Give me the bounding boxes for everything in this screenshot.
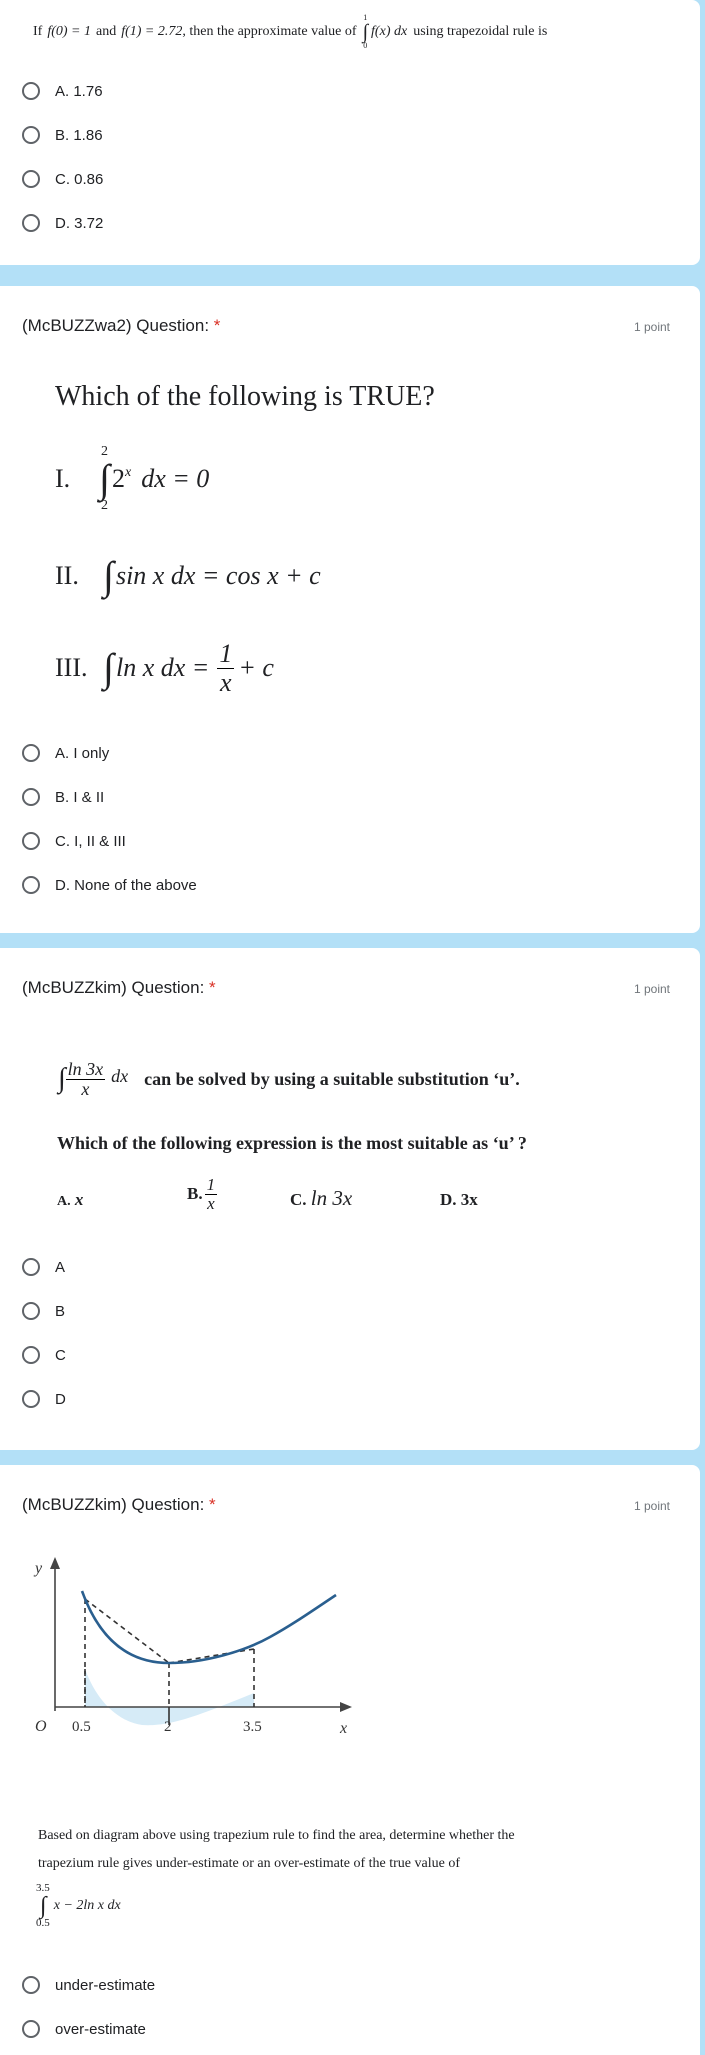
- q2-option-c[interactable]: [22, 827, 126, 855]
- integral-sign-icon: ∫: [40, 1893, 47, 1919]
- x-axis-label: x: [340, 1720, 348, 1737]
- choice-letter: B.: [187, 1184, 203, 1204]
- option-label: C. I, II & III: [55, 832, 126, 850]
- q2-item-1-lower: 2: [100, 498, 108, 513]
- q3-line2: Which of the following expression is the most suitable as ‘u’ ?: [57, 1133, 527, 1153]
- q2-item-2-body: sin x dx = cos x + c: [115, 561, 321, 590]
- option-label: C. 0.86: [55, 170, 104, 188]
- option-label: A. 1.76: [55, 82, 103, 100]
- q4-integrand: x − 2ln x dx: [53, 1898, 121, 1913]
- q3-title-text: (McBUZZkim) Question:: [22, 978, 205, 997]
- q1-f0: f(0) = 1: [47, 24, 91, 39]
- q1-and: and: [96, 24, 117, 39]
- option-label: C: [55, 1346, 66, 1364]
- q2-option-b[interactable]: [22, 783, 104, 811]
- q2-item-3-tail: + c: [238, 653, 274, 682]
- q2-title-text: (McBUZZwa2) Question:: [22, 316, 210, 335]
- choice-fraction: [205, 1176, 218, 1213]
- question-card-1: [0, 0, 700, 265]
- q2-item-1-exp: x: [124, 465, 132, 480]
- radio-button-icon[interactable]: [22, 744, 40, 762]
- required-asterisk: *: [209, 1495, 216, 1514]
- radio-button-icon[interactable]: [22, 214, 40, 232]
- q2-item-3: [55, 628, 274, 708]
- fraction-numerator: ln 3x: [67, 1059, 104, 1079]
- q1-stem-suffix: using trapezoidal rule is: [413, 24, 548, 39]
- integral-sign-icon: ∫: [99, 456, 110, 501]
- q1-integral: [363, 14, 408, 50]
- radio-button-icon[interactable]: [22, 126, 40, 144]
- option-label: A: [55, 1258, 66, 1276]
- fraction-denominator: x: [81, 1078, 90, 1099]
- q4-title: [22, 1495, 216, 1515]
- q1-stem-prefix: If: [33, 24, 43, 39]
- q2-option-a[interactable]: [22, 739, 109, 767]
- q3-choice-d: D. 3x: [440, 1190, 478, 1209]
- q4-int-lower: 0.5: [36, 1917, 50, 1929]
- q2-item-2-roman: II.: [55, 561, 79, 590]
- x-axis-arrow-icon: [340, 1702, 352, 1712]
- q1-int-upper: 1: [363, 13, 368, 22]
- q3-points: 1 point: [633, 982, 670, 996]
- option-label: D: [55, 1390, 66, 1408]
- q2-heading: Which of the following is TRUE?: [55, 381, 435, 412]
- tick-label-0-5: 0.5: [72, 1719, 91, 1735]
- q3-choice-b: [187, 1176, 217, 1213]
- q1-integrand: f(x) dx: [371, 24, 408, 39]
- question-card-2: [0, 286, 700, 933]
- origin-label: O: [35, 1718, 47, 1735]
- required-asterisk: *: [209, 978, 216, 997]
- choice-letter: C.: [290, 1190, 307, 1209]
- choice-value: ln 3x: [310, 1186, 353, 1210]
- q2-item-1-base: 2: [111, 464, 125, 493]
- radio-button-icon[interactable]: [22, 1346, 40, 1364]
- q4-integral: [36, 1883, 121, 1929]
- trapezium-graph: [30, 1551, 360, 1751]
- fraction-numerator: 1: [219, 639, 233, 669]
- right-border-strip: [700, 0, 705, 2055]
- q2-item-1-upper: 2: [100, 444, 108, 459]
- integral-sign-icon: ∫: [58, 1063, 66, 1095]
- option-label: A. I only: [55, 744, 110, 762]
- radio-button-icon[interactable]: [22, 832, 40, 850]
- option-label: over-estimate: [55, 2020, 146, 2038]
- q4-option-over-estimate[interactable]: [22, 2015, 146, 2043]
- q3-integral-fraction: [66, 1060, 106, 1099]
- fraction-denominator: x: [220, 667, 232, 697]
- q2-points: 1 point: [633, 320, 670, 334]
- integral-sign-icon: ∫: [103, 645, 114, 690]
- y-axis-arrow-icon: [50, 1557, 60, 1569]
- q2-option-d[interactable]: [22, 871, 197, 899]
- q1-option-c[interactable]: [22, 165, 103, 193]
- choice-letter: A.: [57, 1194, 71, 1209]
- q3-line1: [58, 1060, 520, 1099]
- q4-option-under-estimate[interactable]: [22, 1971, 155, 1999]
- tick-label-3-5: 3.5: [243, 1719, 262, 1735]
- q1-option-a[interactable]: [22, 77, 103, 105]
- q1-stem-mid: , then the approximate value of: [182, 24, 357, 39]
- q1-stem: [33, 14, 547, 50]
- q2-item-1: [55, 439, 209, 519]
- option-label: B. 1.86: [55, 126, 103, 144]
- q2-item-3-fraction: [217, 640, 234, 696]
- function-curve: [82, 1591, 336, 1663]
- fraction-denominator: x: [207, 1193, 215, 1213]
- q3-choice-a: [57, 1190, 83, 1210]
- q2-item-3-body: ln x dx =: [115, 653, 210, 682]
- y-axis-label: y: [35, 1560, 43, 1577]
- q2-title: [22, 316, 220, 336]
- q3-choice-c: [290, 1186, 352, 1211]
- q4-text-2: trapezium rule gives under-estimate or an over-estimate of the true value of: [38, 1856, 460, 1871]
- q4-title-text: (McBUZZkim) Question:: [22, 1495, 205, 1514]
- radio-button-icon[interactable]: [22, 1390, 40, 1408]
- integral-sign-icon: ∫: [103, 553, 114, 598]
- q3-option-a[interactable]: [22, 1253, 65, 1281]
- q4-points: 1 point: [633, 1499, 670, 1513]
- q1-option-b[interactable]: [22, 121, 103, 149]
- choice-value: x: [74, 1190, 84, 1209]
- radio-button-icon[interactable]: [22, 170, 40, 188]
- radio-button-icon[interactable]: [22, 788, 40, 806]
- option-label: D. None of the above: [55, 876, 197, 894]
- q1-int-lower: 0: [363, 41, 368, 50]
- radio-button-icon[interactable]: [22, 1302, 40, 1320]
- required-asterisk: *: [213, 316, 221, 335]
- integral-sign-icon: ∫: [362, 21, 369, 43]
- q4-text-1: Based on diagram above using trapezium rule to find the area, determine whether the: [38, 1828, 515, 1843]
- radio-button-icon[interactable]: [22, 1258, 40, 1276]
- radio-button-icon[interactable]: [22, 82, 40, 100]
- question-card-3: [0, 948, 700, 1450]
- option-label: under-estimate: [55, 1976, 156, 1994]
- q2-item-1-roman: I.: [55, 464, 71, 493]
- q2-item-2: [55, 551, 321, 601]
- tick-label-2: 2: [164, 1719, 172, 1735]
- radio-button-icon[interactable]: [22, 876, 40, 894]
- option-label: B: [55, 1302, 66, 1320]
- q3-choices: [57, 1176, 557, 1226]
- q2-item-3-roman: III.: [55, 653, 88, 682]
- q3-integral-dx: dx: [111, 1066, 129, 1086]
- q2-item-1-rest: dx = 0: [141, 464, 210, 493]
- q3-title: [22, 978, 216, 998]
- q3-option-c[interactable]: [22, 1341, 66, 1369]
- question-card-4: [0, 1465, 700, 2055]
- q3-option-b[interactable]: [22, 1297, 65, 1325]
- radio-button-icon[interactable]: [22, 1976, 40, 1994]
- option-label: D. 3.72: [55, 214, 104, 232]
- radio-button-icon[interactable]: [22, 2020, 40, 2038]
- q4-int-upper: 3.5: [36, 1882, 50, 1894]
- q1-option-d[interactable]: [22, 209, 103, 237]
- q1-f1: f(1) = 2.72: [121, 24, 183, 39]
- q3-line1-text: can be solved by using a suitable substitution ‘u’.: [144, 1068, 520, 1089]
- fraction-numerator: 1: [206, 1175, 216, 1194]
- q3-option-d[interactable]: [22, 1385, 66, 1413]
- option-label: B. I & II: [55, 788, 105, 806]
